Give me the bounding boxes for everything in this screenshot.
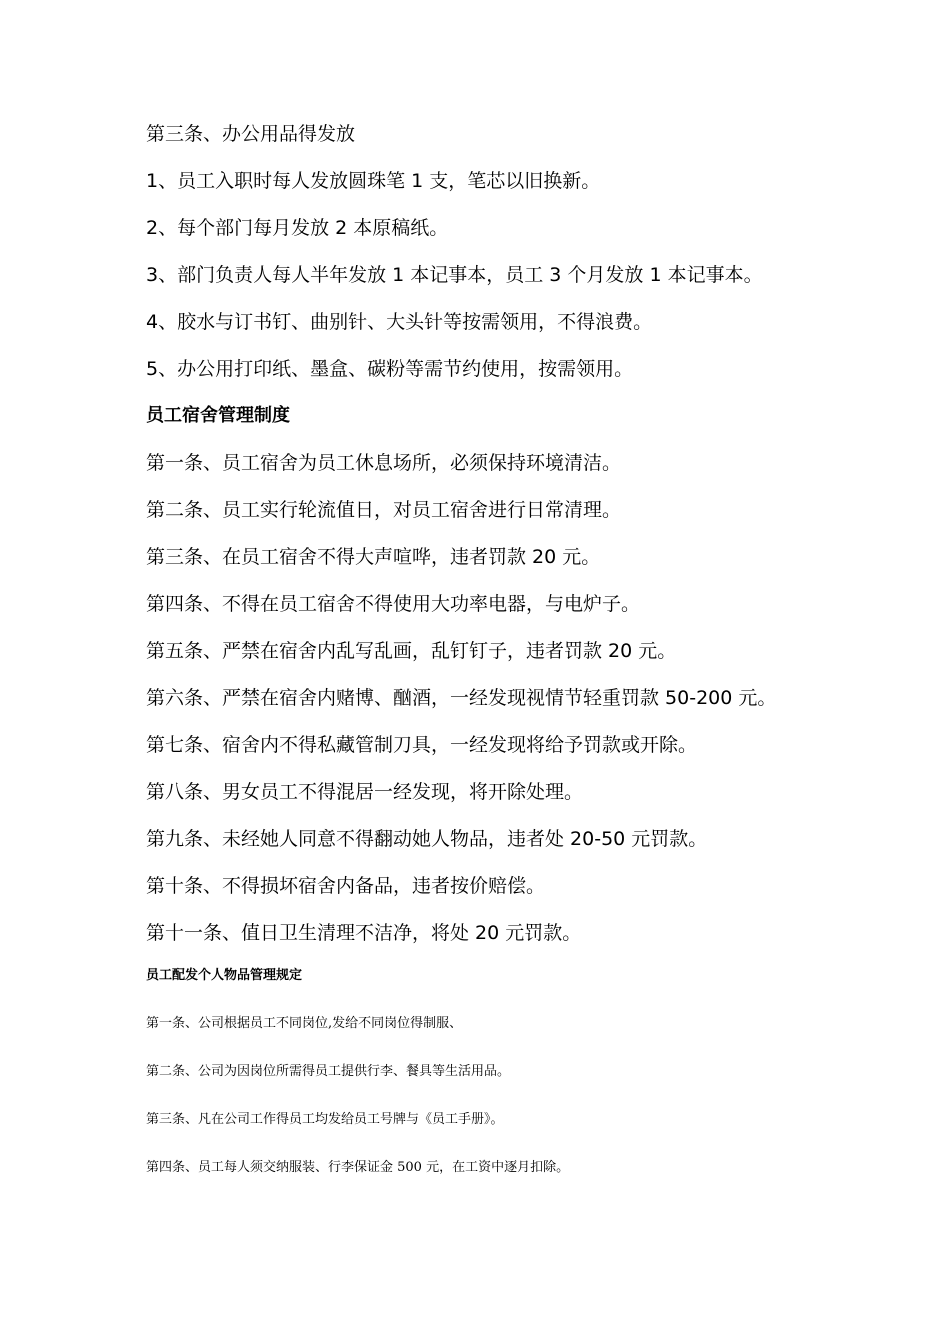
dorm-rule-item: 第三条、在员工宿舍不得大声喧哗，违者罚款 20 元。 bbox=[146, 546, 601, 568]
dorm-rule-item: 第六条、严禁在宿舍内赌博、酗酒，一经发现视情节轻重罚款 50-200 元。 bbox=[146, 687, 777, 709]
dorm-rule-item: 第七条、宿舍内不得私藏管制刀具，一经发现将给予罚款或开除。 bbox=[146, 734, 698, 756]
personal-items-rule: 第三条、凡在公司工作得员工均发给员工号牌与《员工手册》。 bbox=[146, 1112, 504, 1127]
dorm-rule-item: 第五条、严禁在宿舍内乱写乱画，乱钉钉子，违者罚款 20 元。 bbox=[146, 640, 677, 662]
personal-items-heading: 员工配发个人物品管理规定 bbox=[146, 968, 303, 983]
personal-items-rule: 第二条、公司为因岗位所需得员工提供行李、餐具等生活用品。 bbox=[146, 1064, 511, 1079]
dorm-rule-item: 第一条、员工宿舍为员工休息场所，必须保持环境清洁。 bbox=[146, 452, 622, 474]
personal-items-rule: 第四条、员工每人须交纳服装、行李保证金 500 元，在工资中逐月扣除。 bbox=[146, 1160, 570, 1175]
dorm-rule-item: 第二条、员工实行轮流值日，对员工宿舍进行日常清理。 bbox=[146, 499, 622, 521]
dorm-rule-item: 第四条、不得在员工宿舍不得使用大功率电器，与电炉子。 bbox=[146, 593, 641, 615]
dorm-rule-item: 第十一条、值日卫生清理不洁净，将处 20 元罚款。 bbox=[146, 922, 582, 944]
office-supplies-item: 5、办公用打印纸、墨盒、碳粉等需节约使用，按需领用。 bbox=[146, 358, 634, 380]
dorm-rule-item: 第九条、未经她人同意不得翻动她人物品，违者处 20-50 元罚款。 bbox=[146, 828, 708, 850]
office-supplies-item: 4、胶水与订书钉、曲别针、大头针等按需领用，不得浪费。 bbox=[146, 311, 653, 333]
office-supplies-item: 2、每个部门每月发放 2 本原稿纸。 bbox=[146, 217, 449, 239]
personal-items-rule: 第一条、公司根据员工不同岗位,发给不同岗位得制服、 bbox=[146, 1016, 463, 1031]
office-supplies-item: 3、部门负责人每人半年发放 1 本记事本，员工 3 个月发放 1 本记事本。 bbox=[146, 264, 763, 286]
dorm-rule-item: 第八条、男女员工不得混居一经发现，将开除处理。 bbox=[146, 781, 584, 803]
office-supplies-item: 1、员工入职时每人发放圆珠笔 1 支，笔芯以旧换新。 bbox=[146, 170, 601, 192]
dorm-rules-heading: 员工宿舍管理制度 bbox=[146, 405, 290, 426]
document-page bbox=[146, 120, 906, 1206]
office-supplies-article-title: 第三条、办公用品得发放 bbox=[146, 123, 356, 145]
dorm-rule-item: 第十条、不得损坏宿舍内备品，违者按价赔偿。 bbox=[146, 875, 546, 897]
